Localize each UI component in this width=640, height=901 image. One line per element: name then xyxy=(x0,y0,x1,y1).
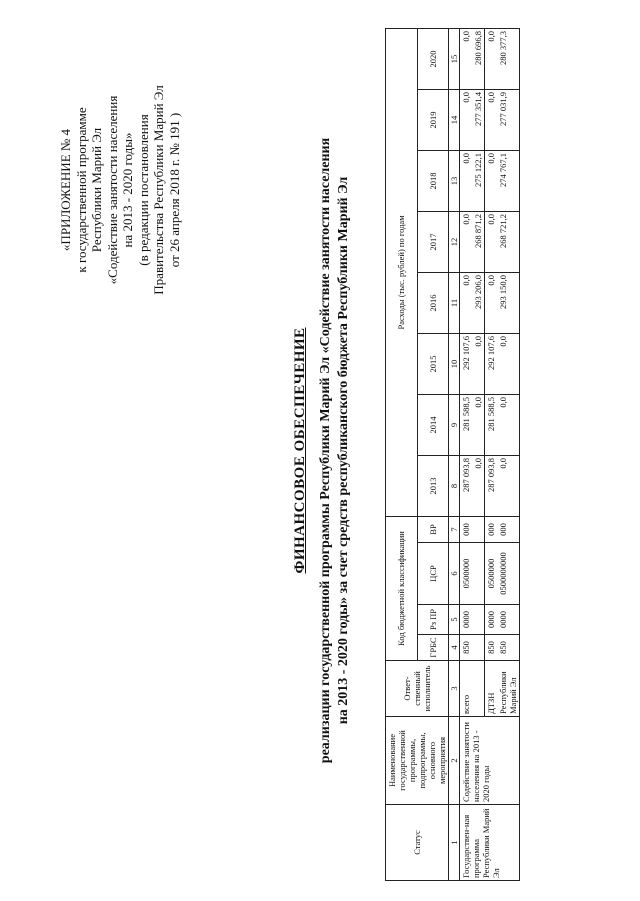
value-cell: 277 351,4 xyxy=(472,89,485,150)
value-cell: 0,0 xyxy=(472,455,485,516)
header-expenses: Расходы (тыс. рублей) по годам xyxy=(386,28,418,516)
value-cell: 293 150,0 xyxy=(497,272,520,333)
header-year: 2017 xyxy=(417,211,449,272)
executor-cell xyxy=(472,661,485,717)
index-cell: 15 xyxy=(449,28,460,89)
vr-cell: 000 xyxy=(485,516,498,542)
executor-cell: Республики Марий Эл xyxy=(497,661,520,717)
value-cell: 281 588,5 xyxy=(485,394,498,455)
value-cell: 0,0 xyxy=(485,272,498,333)
value-cell: 0,0 xyxy=(472,333,485,394)
vr-cell xyxy=(472,516,485,542)
value-cell: 0,0 xyxy=(485,150,498,211)
index-cell: 3 xyxy=(449,661,460,717)
index-cell: 13 xyxy=(449,150,460,211)
appendix-line: «ПРИЛОЖЕНИЕ № 4 xyxy=(58,128,73,252)
header-vr: ВР xyxy=(417,516,449,542)
appendix-line: «Содействие занятости населения xyxy=(104,95,120,285)
header-executor: Ответ-ственный исполнитель xyxy=(386,661,449,717)
header-grbs: ГРБС xyxy=(417,635,449,661)
value-cell: 277 031,9 xyxy=(497,89,520,150)
appendix-line: к государственной программе xyxy=(73,107,89,273)
value-cell: 275 122,1 xyxy=(472,150,485,211)
appendix-block xyxy=(58,40,182,340)
header-year: 2020 xyxy=(417,28,449,89)
value-cell: 0,0 xyxy=(460,28,473,89)
index-cell: 5 xyxy=(449,605,460,635)
executor-cell: ДТЗН xyxy=(485,661,498,717)
header-year: 2015 xyxy=(417,333,449,394)
program-name-cell: Содействие занятости населения на 2013 - 2020 годы xyxy=(460,717,520,805)
grbs-cell: 850 xyxy=(485,635,498,661)
vr-cell: 000 xyxy=(497,516,520,542)
value-cell: 280 377,3 xyxy=(497,28,520,89)
header-row-1 xyxy=(386,28,418,880)
header-year: 2016 xyxy=(417,272,449,333)
value-cell: 0,0 xyxy=(497,394,520,455)
value-cell: 281 588,5 xyxy=(460,394,473,455)
header-year: 2019 xyxy=(417,89,449,150)
index-cell: 11 xyxy=(449,272,460,333)
header-year: 2018 xyxy=(417,150,449,211)
index-row xyxy=(449,28,460,880)
rzpr-cell: 0000 xyxy=(485,605,498,635)
value-cell: 0,0 xyxy=(460,150,473,211)
header-year: 2014 xyxy=(417,394,449,455)
value-cell: 292 107,6 xyxy=(460,333,473,394)
value-cell: 292 107,6 xyxy=(485,333,498,394)
index-cell: 7 xyxy=(449,516,460,542)
appendix-line: от 26 апреля 2018 г. № 191 ) xyxy=(166,112,182,268)
value-cell: 287 093,8 xyxy=(460,455,473,516)
csr-cell: 0500000000 xyxy=(497,543,520,605)
rzpr-cell xyxy=(472,605,485,635)
appendix-line: Республики Марий Эл xyxy=(89,127,104,253)
index-cell: 12 xyxy=(449,211,460,272)
vr-cell: 000 xyxy=(460,516,473,542)
grbs-cell xyxy=(472,635,485,661)
status-cell: Государствен-ная программа Республики Марий Эл xyxy=(460,805,520,881)
financing-table xyxy=(385,28,520,881)
value-cell: 0,0 xyxy=(460,272,473,333)
value-cell: 280 696,8 xyxy=(472,28,485,89)
header-csr: ЦСР xyxy=(417,543,449,605)
document-subtitle-line1: реализации государственной программы Республики Марий Эл «Содействие занятости населения xyxy=(318,137,333,764)
value-cell: 0,0 xyxy=(460,89,473,150)
value-cell: 0,0 xyxy=(460,211,473,272)
value-cell: 293 206,0 xyxy=(472,272,485,333)
value-cell: 0,0 xyxy=(497,455,520,516)
value-cell: 268 721,2 xyxy=(497,211,520,272)
index-cell: 4 xyxy=(449,635,460,661)
value-cell: 0,0 xyxy=(485,211,498,272)
header-status: Статус xyxy=(386,805,449,881)
document-subtitle-line2: на 2013 - 2020 годы» за счет средств республиканского бюджета Республики Марий Эл xyxy=(336,176,351,725)
appendix-line: Правительства Республики Марий Эл xyxy=(151,85,166,295)
table-row xyxy=(460,28,473,880)
value-cell: 0,0 xyxy=(497,333,520,394)
document-heading: ФИНАНСОВОЕ ОБЕСПЕЧЕНИЕ xyxy=(292,327,308,574)
value-cell: 274 767,1 xyxy=(497,150,520,211)
appendix-line: (в редакции постановления xyxy=(135,114,151,266)
header-budget-code: Код бюджетной классификации xyxy=(386,516,418,660)
rzpr-cell: 0000 xyxy=(460,605,473,635)
header-name: Наименование государственной программы, подпрограммы, основного мероприятия xyxy=(386,717,449,805)
rzpr-cell: 0000 xyxy=(497,605,520,635)
csr-cell xyxy=(472,543,485,605)
value-cell: 0,0 xyxy=(485,89,498,150)
index-cell: 2 xyxy=(449,717,460,805)
grbs-cell: 850 xyxy=(497,635,520,661)
index-cell: 14 xyxy=(449,89,460,150)
index-cell: 6 xyxy=(449,543,460,605)
grbs-cell: 850 xyxy=(460,635,473,661)
executor-cell: всего xyxy=(460,661,473,717)
value-cell: 287 093,8 xyxy=(485,455,498,516)
index-cell: 10 xyxy=(449,333,460,394)
value-cell: 0,0 xyxy=(472,394,485,455)
index-cell: 9 xyxy=(449,394,460,455)
value-cell: 0,0 xyxy=(485,28,498,89)
value-cell: 268 871,2 xyxy=(472,211,485,272)
index-cell: 8 xyxy=(449,455,460,516)
csr-cell: 0500000 xyxy=(485,543,498,605)
csr-cell: 0500000 xyxy=(460,543,473,605)
index-cell: 1 xyxy=(449,805,460,881)
appendix-line: на 2013 - 2020 годы» xyxy=(120,132,135,248)
header-rzpr: Рз ПР xyxy=(417,605,449,635)
header-year: 2013 xyxy=(417,455,449,516)
